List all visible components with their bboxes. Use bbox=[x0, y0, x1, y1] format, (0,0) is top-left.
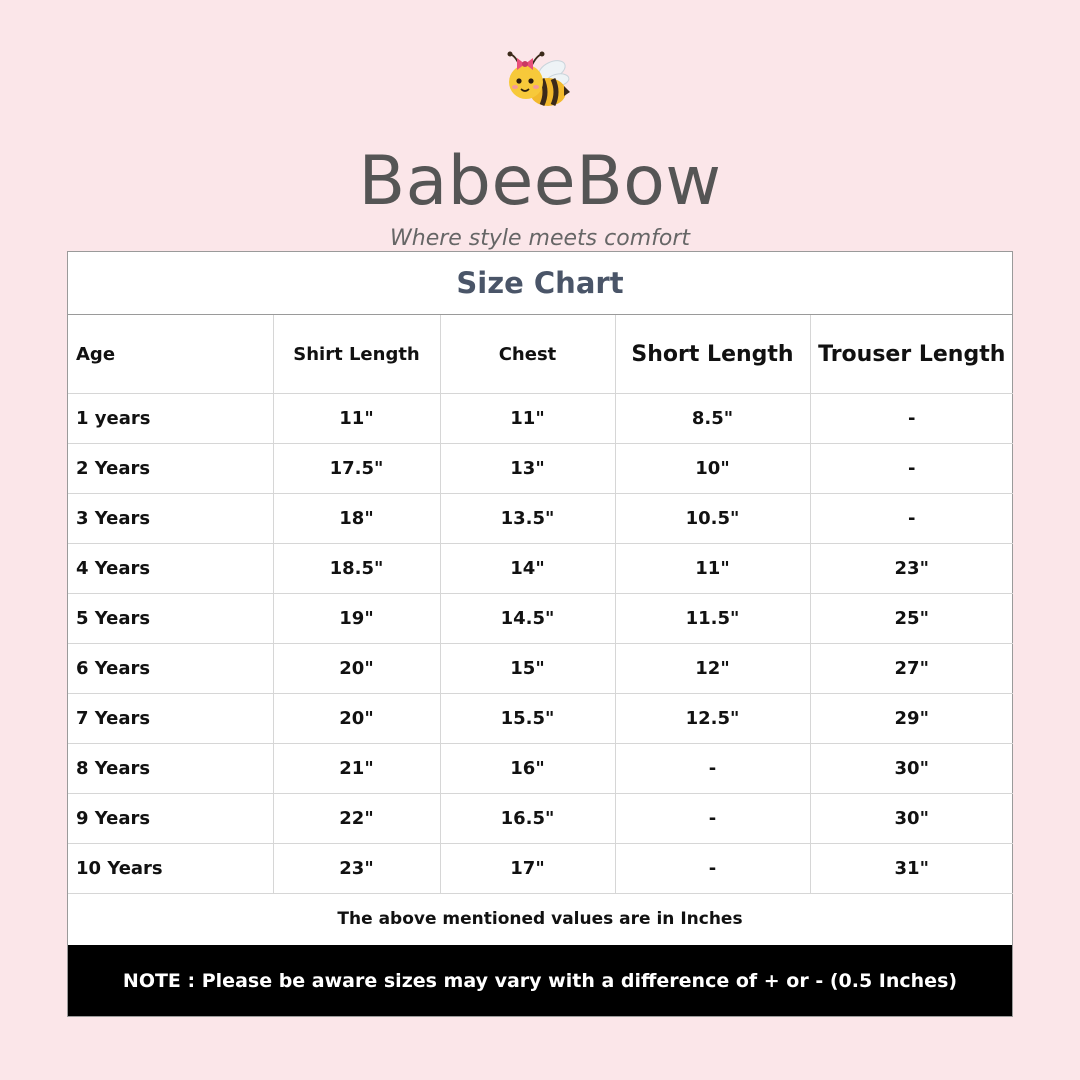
table-row bbox=[68, 694, 1013, 744]
size-chart-title: Size Chart bbox=[68, 252, 1012, 315]
cell-trouser-length: 31" bbox=[810, 844, 1013, 894]
column-header-short-length: Short Length bbox=[615, 315, 810, 394]
cell-chest: 15.5" bbox=[440, 694, 615, 744]
table-row bbox=[68, 494, 1013, 544]
cell-chest: 16" bbox=[440, 744, 615, 794]
cell-chest: 13" bbox=[440, 444, 615, 494]
cell-age: 4 Years bbox=[68, 544, 273, 594]
column-header-age: Age bbox=[68, 315, 273, 394]
cell-trouser-length: 25" bbox=[810, 594, 1013, 644]
table-row bbox=[68, 644, 1013, 694]
table-row bbox=[68, 844, 1013, 894]
cell-short-length: 10" bbox=[615, 444, 810, 494]
cell-age: 7 Years bbox=[68, 694, 273, 744]
cell-shirt-length: 19" bbox=[273, 594, 440, 644]
table-row bbox=[68, 744, 1013, 794]
table-row bbox=[68, 444, 1013, 494]
table-row bbox=[68, 544, 1013, 594]
size-variance-note: NOTE : Please be aware sizes may vary with a difference of + or - (0.5 Inches) bbox=[68, 945, 1012, 1016]
cell-trouser-length: 23" bbox=[810, 544, 1013, 594]
cell-trouser-length: - bbox=[810, 394, 1013, 444]
cell-trouser-length: 30" bbox=[810, 744, 1013, 794]
cell-chest: 17" bbox=[440, 844, 615, 894]
cell-short-length: 8.5" bbox=[615, 394, 810, 444]
cell-shirt-length: 23" bbox=[273, 844, 440, 894]
column-header-shirt-length: Shirt Length bbox=[273, 315, 440, 394]
cell-shirt-length: 22" bbox=[273, 794, 440, 844]
cell-short-length: 11.5" bbox=[615, 594, 810, 644]
cell-short-length: 11" bbox=[615, 544, 810, 594]
cell-chest: 13.5" bbox=[440, 494, 615, 544]
cell-short-length: 12.5" bbox=[615, 694, 810, 744]
cell-chest: 16.5" bbox=[440, 794, 615, 844]
cell-short-length: - bbox=[615, 794, 810, 844]
column-header-trouser-length: Trouser Length bbox=[810, 315, 1013, 394]
cell-age: 6 Years bbox=[68, 644, 273, 694]
cell-trouser-length: 30" bbox=[810, 794, 1013, 844]
cell-age: 1 years bbox=[68, 394, 273, 444]
table-row bbox=[68, 594, 1013, 644]
cell-age: 8 Years bbox=[68, 744, 273, 794]
cell-shirt-length: 20" bbox=[273, 694, 440, 744]
brand-name: BabeeBow bbox=[358, 142, 722, 221]
table-row bbox=[68, 794, 1013, 844]
cell-age: 9 Years bbox=[68, 794, 273, 844]
units-footnote: The above mentioned values are in Inches bbox=[337, 909, 743, 929]
cell-short-length: - bbox=[615, 744, 810, 794]
size-table bbox=[68, 315, 1013, 894]
brand-tagline: Where style meets comfort bbox=[390, 226, 690, 251]
cell-shirt-length: 17.5" bbox=[273, 444, 440, 494]
cell-shirt-length: 11" bbox=[273, 394, 440, 444]
cell-age: 3 Years bbox=[68, 494, 273, 544]
size-chart bbox=[67, 251, 1013, 1017]
cell-chest: 11" bbox=[440, 394, 615, 444]
table-row bbox=[68, 394, 1013, 444]
cell-shirt-length: 18" bbox=[273, 494, 440, 544]
cell-short-length: 10.5" bbox=[615, 494, 810, 544]
cell-trouser-length: - bbox=[810, 494, 1013, 544]
cell-shirt-length: 20" bbox=[273, 644, 440, 694]
cell-age: 10 Years bbox=[68, 844, 273, 894]
cell-shirt-length: 21" bbox=[273, 744, 440, 794]
cell-trouser-length: 27" bbox=[810, 644, 1013, 694]
cell-chest: 15" bbox=[440, 644, 615, 694]
bee-with-bow-icon bbox=[498, 46, 578, 118]
column-header-chest: Chest bbox=[440, 315, 615, 394]
table-header-row bbox=[68, 315, 1013, 394]
cell-chest: 14" bbox=[440, 544, 615, 594]
cell-trouser-length: - bbox=[810, 444, 1013, 494]
cell-short-length: 12" bbox=[615, 644, 810, 694]
cell-shirt-length: 18.5" bbox=[273, 544, 440, 594]
cell-short-length: - bbox=[615, 844, 810, 894]
cell-trouser-length: 29" bbox=[810, 694, 1013, 744]
brand-logo bbox=[330, 40, 750, 251]
cell-age: 2 Years bbox=[68, 444, 273, 494]
cell-chest: 14.5" bbox=[440, 594, 615, 644]
cell-age: 5 Years bbox=[68, 594, 273, 644]
